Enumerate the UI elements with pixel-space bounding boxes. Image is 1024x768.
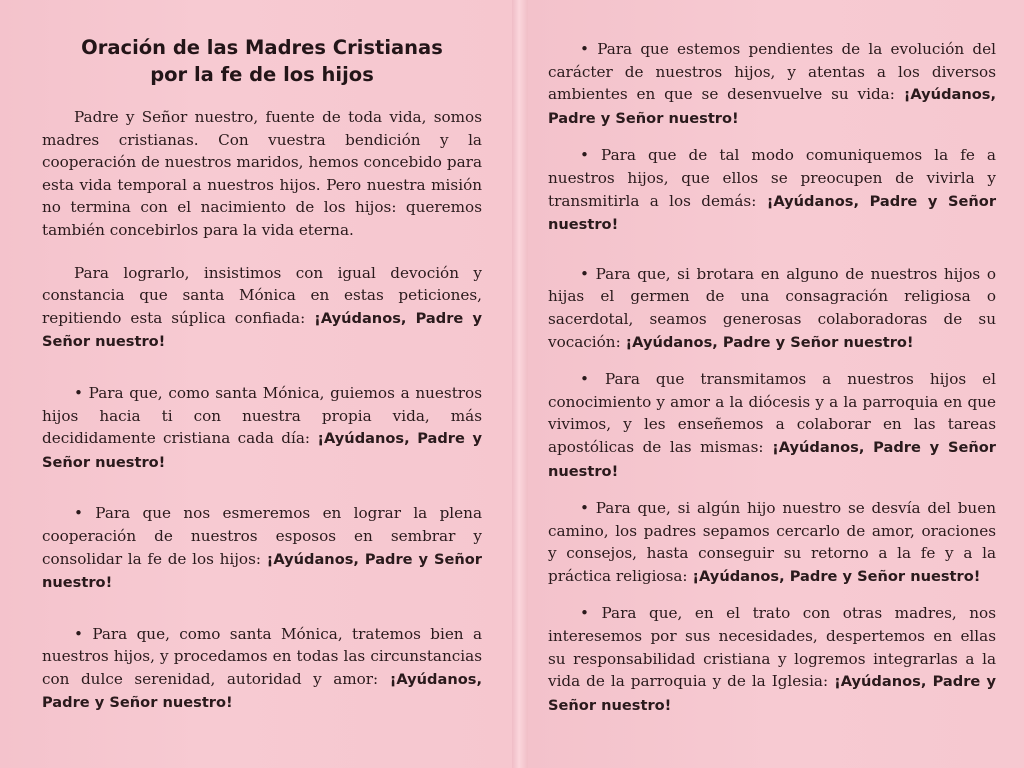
title-line-2: por la fe de los hijos (150, 63, 374, 86)
petition-right-4 (548, 368, 996, 483)
refrain: ¡Ayúdanos, Padre y Señor nuestro! (692, 567, 981, 585)
refrain: ¡Ayúdanos, Padre y Señor nuestro! (548, 192, 997, 234)
refrain: ¡Ayúdanos, Padre y Señor nuestro! (548, 438, 997, 480)
refrain: ¡Ayúdanos, Padre y Señor nuestro! (42, 430, 482, 471)
petition-text: • Para que, en el trato con otras madres, nos interesemos por sus necesidades, despertemos en ellas su responsabilidad cristiana y logremos integrarlas a la vida de la parroquia y de la Iglesia: (548, 604, 996, 691)
petition-text: • Para que estemos pendientes de la evolución del carácter de nuestros hijos, y atentas a los diversos ambientes en que se desenvuelve su vida: (548, 40, 996, 104)
refrain: ¡Ayúdanos, Padre y Señor nuestro! (548, 86, 997, 127)
petition-text: • Para que, si algún hijo nuestro se desvía del buen camino, los padres sepamos cercarlo de amor, oraciones y consejos, hasta conseguir su retorno a la fe y a la práctica religiosa: (548, 499, 996, 585)
petition-right-3 (548, 263, 996, 354)
petition-intro-text: Para lograrlo, insistimos con igual devoción y constancia que santa Mónica en estas peticiones, repitiendo esta súplica confiada: (42, 263, 482, 327)
petition-left-3 (42, 623, 482, 715)
petition-right-1 (548, 38, 996, 130)
refrain: ¡Ayúdanos, Padre y Señor nuestro! (42, 670, 482, 712)
petition-left-2 (42, 502, 482, 594)
refrain: ¡Ayúdanos, Padre y Señor nuestro! (42, 550, 482, 592)
refrain: ¡Ayúdanos, Padre y Señor nuestro! (548, 673, 997, 714)
petition-text: • Para que transmitamos a nuestros hijos el conocimiento y amor a la diócesis y a la parroquia en que vivimos, y les enseñemos a colaborar en las tareas apostólicas de las mismas: (548, 370, 996, 456)
petition-text: • Para que, como santa Mónica, tratemos bien a nuestros hijos, y procedamos en todas las circunstancias con dulce serenidad, autoridad y amor: (42, 624, 482, 688)
prayer-title (42, 34, 482, 88)
right-page (528, 0, 1024, 768)
intro-paragraph (42, 106, 482, 242)
petition-text: • Para que de tal modo comuniquemos la fe a nuestros hijos, que ellos se preocupen de vivirla y transmitirla a los demás: (548, 146, 996, 210)
title-line-1: Oración de las Madres Cristianas (81, 36, 443, 59)
petition-right-2 (548, 144, 996, 236)
petition-text: • Para que, si brotara en alguno de nuestros hijos o hijas el germen de una consagración religiosa o sacerdotal, seamos generosas colaboradoras de su vocación: (548, 264, 996, 351)
petition-text: • Para que, como santa Mónica, guiemos a nuestros hijos hacia ti con nuestra propia vida, más decididamente cristiana cada día: (42, 383, 482, 448)
page-fold (512, 0, 528, 768)
petition-right-6 (548, 602, 996, 717)
petition-text: • Para que nos esmeremos en lograr la plena cooperación de nuestros esposos en sembrar y consolidar la fe de los hijos: (42, 504, 482, 568)
refrain: ¡Ayúdanos, Padre y Señor nuestro! (625, 333, 914, 351)
intro-text: Padre y Señor nuestro, fuente de toda vida, somos madres cristianas. Con vuestra bendición y la cooperación de nuestros maridos, hemos concebido para esta vida temporal a nuestros hijos. Pero nuestra misión no termina con el nacimiento de los hijos: queremos también concebirlos para la vida eterna. (42, 108, 482, 239)
petition-left-1 (42, 382, 482, 474)
refrain: ¡Ayúdanos, Padre y Señor nuestro! (42, 309, 483, 351)
petition-right-5 (548, 497, 996, 588)
petition-intro-paragraph (42, 262, 482, 354)
